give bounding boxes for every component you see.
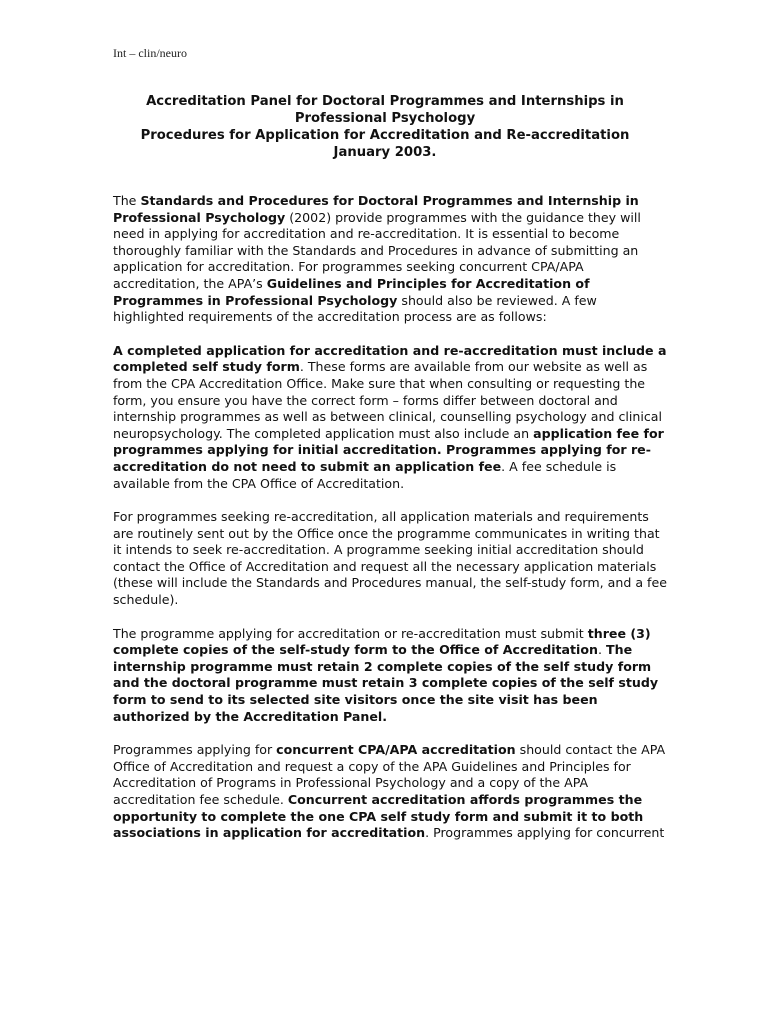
title-line-4: January 2003. bbox=[333, 145, 437, 160]
document-title bbox=[100, 93, 670, 161]
document-body bbox=[113, 193, 668, 859]
bold-apa-guidelines-title: Guidelines and Principles for Accreditation of Programmes in Professional Psychology bbox=[113, 275, 590, 308]
bold-concurrent-accreditation: concurrent CPA/APA accreditation bbox=[276, 742, 516, 758]
paragraph-reaccreditation-materials bbox=[113, 509, 668, 609]
text-segment: . bbox=[598, 642, 607, 658]
paragraph-concurrent-accreditation bbox=[113, 742, 668, 842]
paragraph-application-requirements bbox=[113, 343, 668, 492]
text-segment: should contact the APA Office of Accreditation and request a copy of the APA Guidelines and Principles for Accreditation of Programs in Professional Psychology and a copy of the APA accreditation fee schedule. bbox=[113, 742, 666, 807]
text-segment: Programmes applying for bbox=[113, 742, 277, 758]
document-reference: Int – clin/neuro bbox=[113, 46, 187, 60]
text-segment: For programmes seeking re-accreditation, all application materials and requirements are routinely sent out by the Office once the programme communicates in writing that it intends to seek re-accreditation. A programme seeking initial accreditation should contact the Office of Accreditation and request all the necessary application materials (these will include the Standards and Procedures manual, the self-study form, and a fee schedule). bbox=[113, 509, 667, 608]
text-segment: (2002) provide programmes with the guidance they will need in applying for accreditation and re-accreditation. It is essential to become thoroughly familiar with the Standards and Procedures in advance of submitting an application for accreditation. For programmes seeking concurrent CPA/APA accreditation, the APA’s bbox=[113, 209, 641, 291]
text-segment: . Programmes applying for concurrent bbox=[425, 825, 665, 841]
text-segment: The programme applying for accreditation or re-accreditation must submit bbox=[113, 625, 588, 641]
bold-standards-title: Standards and Procedures for Doctoral Programmes and Internship in Professional Psychology bbox=[113, 193, 639, 225]
bold-concurrent-opportunity: Concurrent accreditation affords programmes the opportunity to complete the one CPA self study form and submit it to both associations in application for accreditation bbox=[113, 792, 644, 841]
bold-retain-copies: The internship programme must retain 2 complete copies of the self study form and the doctoral programme must retain 3 complete copies of the self study form to send to its selected site visitors once the site visit has been authorized by the Accreditation Panel. bbox=[113, 642, 659, 724]
title-line-3: Procedures for Application for Accreditation and Re-accreditation bbox=[140, 128, 630, 143]
bold-application-fee: application fee for programmes applying for initial accreditation. Programmes applying for re-accreditation do not need to submit an application fee bbox=[113, 425, 664, 474]
text-segment: The bbox=[113, 193, 141, 208]
bold-three-copies: three (3) complete copies of the self-study form to the Office of Accreditation bbox=[113, 625, 651, 658]
text-segment: should also be reviewed. A few highlighted requirements of the accreditation process are as follows: bbox=[113, 292, 597, 325]
paragraph-standards-intro bbox=[113, 193, 668, 326]
bold-self-study-requirement: A completed application for accreditation and re-accreditation must include a completed self study form bbox=[113, 342, 667, 375]
text-segment: . A fee schedule is available from the CPA Office of Accreditation. bbox=[113, 458, 617, 491]
title-line-2: Professional Psychology bbox=[294, 111, 476, 126]
title-line-1: Accreditation Panel for Doctoral Programmes and Internships in bbox=[146, 94, 624, 109]
paragraph-copies-requirement bbox=[113, 626, 668, 726]
text-segment: . These forms are available from our website as well as from the CPA Accreditation Office. Make sure that when consulting or requesting the form, you ensure you have the correct form – forms differ between doctoral and internship programmes as well as between clinical, counselling psychology and clinical neuropsychology. The completed application must also include an bbox=[113, 359, 662, 441]
